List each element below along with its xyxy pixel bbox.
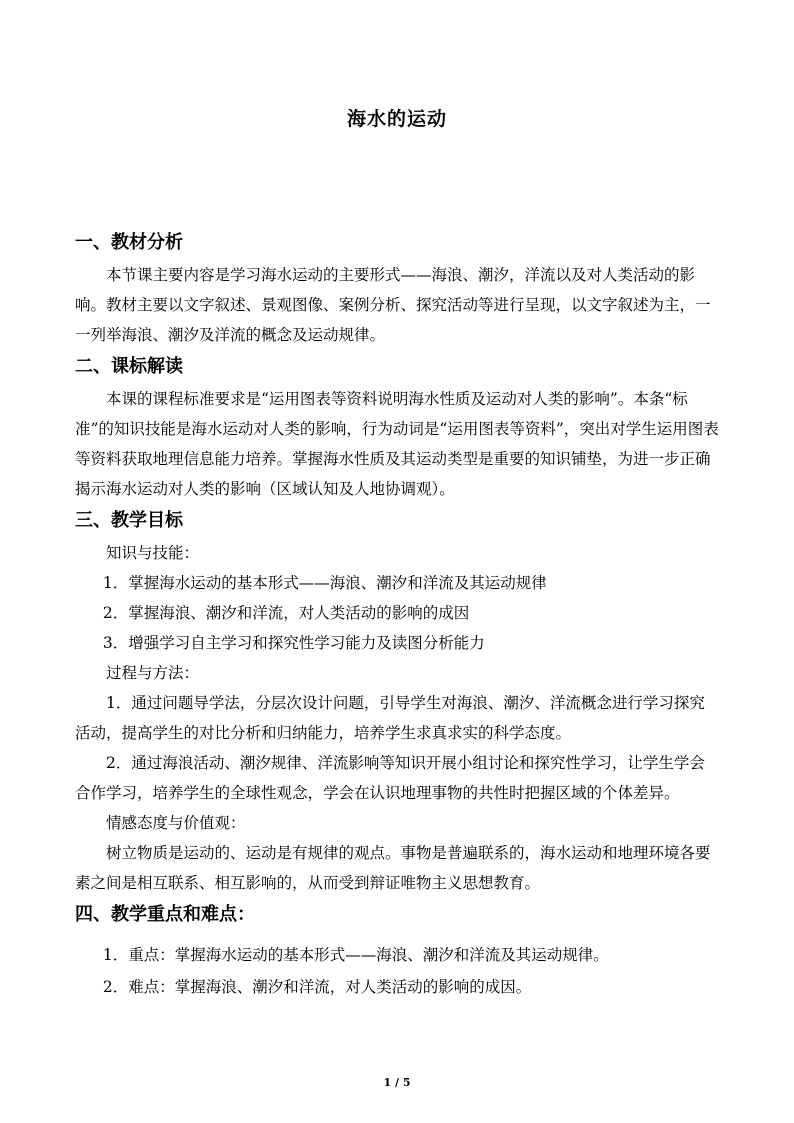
document-title: 海水的运动 (346, 108, 447, 130)
objectives-attitude-label: 情感态度与价值观： (106, 814, 246, 832)
key-point-item: 1．重点：掌握海水运动的基本形式——海浪、潮汐和洋流及其运动规律。 (102, 946, 609, 964)
document-body (75, 228, 720, 1002)
section-heading-key-points: 四、教学重点和难点： (75, 904, 255, 925)
section-heading-textbook-analysis: 一、教材分析 (75, 232, 183, 253)
objective-attitude-paragraph: 树立物质是运动的、运动是有规律的观点。事物是普遍联系的，海水运动和地理环境各要素之间是相互联系、相互影响的，从而受到辩证唯物主义思想教育。 (75, 844, 711, 892)
section-heading-curriculum: 二、课标解读 (75, 356, 183, 377)
difficult-point-item: 2．难点：掌握海浪、潮汐和洋流，对人类活动的影响的成因。 (102, 978, 532, 996)
objective-knowledge-item: 1．掌握海水运动的基本形式——海浪、潮汐和洋流及其运动规律 (102, 574, 547, 592)
objectives-process-label: 过程与方法： (106, 664, 200, 682)
textbook-analysis-paragraph: 本节课主要内容是学习海水运动的主要形式——海浪、潮汐，洋流以及对人类活动的影响。教材主要以文字叙述、景观图像、案例分析、探究活动等进行呈现，以文字叙述为主，一一列举海浪、潮汐及洋流的概念及运动规律。 (75, 266, 711, 344)
objective-knowledge-item: 2．掌握海浪、潮汐和洋流，对人类活动的影响的成因 (102, 604, 470, 622)
objective-process-item: 2．通过海浪活动、潮汐规律、洋流影响等知识开展小组讨论和探究性学习，让学生学会合作学习，培养学生的全球性观念，学会在认识地理事物的共性时把握区域的个体差异。 (75, 754, 705, 802)
objectives-knowledge-label: 知识与技能： (106, 544, 200, 562)
objective-knowledge-item: 3．增强学习自主学习和探究性学习能力及读图分析能力 (102, 634, 485, 652)
page-number: 1 / 5 (383, 1076, 411, 1089)
section-heading-objectives: 三、教学目标 (75, 510, 183, 531)
curriculum-paragraph: 本课的课程标准要求是“运用图表等资料说明海水性质及运动对人类的影响”。本条“标准”的知识技能是海水运动对人类的影响，行为动词是“运用图表等资料”，突出对学生运用图表等资料获取地理信息能力培养。掌握海水性质及其运动类型是重要的知识铺垫，为进一步正确揭示海水运动对人类的影响（区域认知及人地协调观）。 (75, 390, 719, 498)
objective-process-item: 1．通过问题导学法，分层次设计问题，引导学生对海浪、潮汐、洋流概念进行学习探究活动，提高学生的对比分析和归纳能力，培养学生求真求实的科学态度。 (75, 694, 705, 742)
